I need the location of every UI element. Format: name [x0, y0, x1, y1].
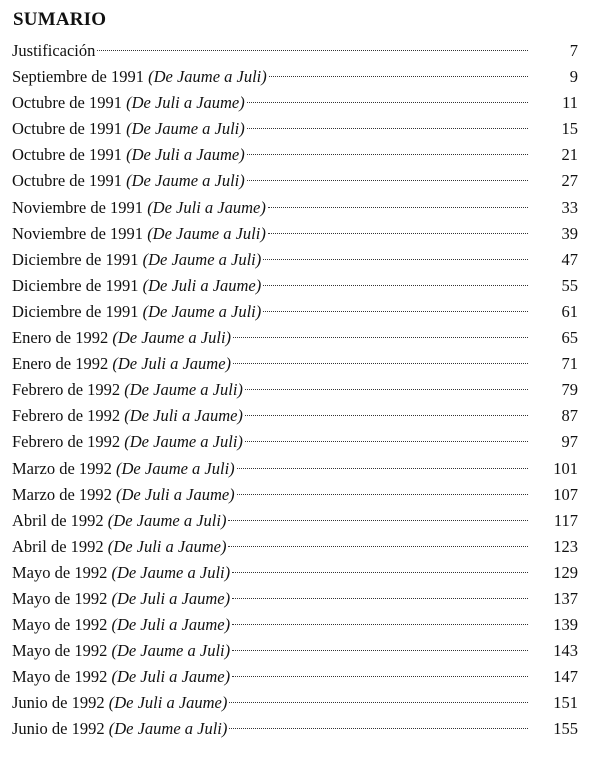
toc-entry-correspondents: (De Jaume a Juli)	[124, 380, 243, 400]
toc-entry-label	[12, 508, 226, 534]
toc-entry-date: Octubre de 1991	[12, 145, 122, 165]
toc-entry	[12, 664, 578, 690]
dot-leader	[233, 363, 528, 364]
toc-entry-page-number: 117	[553, 510, 578, 530]
toc-entry-date: Marzo de 1992	[12, 484, 112, 504]
toc-entry-page-number: 39	[561, 223, 578, 243]
toc-entry-date: Febrero de 1992	[12, 406, 121, 426]
toc-entry-label	[12, 664, 230, 690]
toc-entry-correspondents: (De Jaume a Juli)	[124, 432, 243, 452]
toc-entry-page-number: 79	[561, 380, 578, 400]
toc-entry-date: Abril de 1992	[12, 510, 104, 530]
toc-entry-page-number: 147	[553, 667, 578, 687]
toc-entry-page-number: 61	[561, 301, 578, 321]
toc-entry-page-number: 129	[553, 562, 578, 582]
toc-entry-correspondents: (De Juli a Jaume)	[124, 406, 243, 426]
dot-leader	[247, 128, 528, 129]
toc-entry-label	[12, 247, 261, 273]
dot-leader	[245, 415, 528, 416]
toc-entry-page-number: 143	[553, 641, 578, 661]
toc-entry-label	[12, 690, 227, 716]
dot-leader	[247, 102, 528, 103]
toc-entry-page-number: 9	[569, 67, 578, 87]
toc-entry-correspondents: (De Jaume a Juli)	[126, 171, 245, 191]
toc-entry-page-number: 123	[553, 536, 578, 556]
toc-entry-correspondents: (De Juli a Jaume)	[147, 197, 266, 217]
toc-entry-correspondents: (De Jaume a Juli)	[111, 641, 231, 661]
table-of-contents	[12, 38, 578, 743]
toc-entry-correspondents: (De Juli a Jaume)	[126, 145, 245, 165]
toc-entry	[12, 377, 578, 403]
dot-leader	[268, 207, 528, 208]
toc-entry-label	[12, 638, 230, 664]
toc-entry	[12, 638, 578, 664]
toc-entry	[12, 273, 578, 299]
toc-entry	[12, 534, 578, 560]
toc-entry	[12, 90, 578, 116]
toc-entry-date: Diciembre de 1991	[12, 301, 139, 321]
toc-entry-date: Mayo de 1992	[12, 562, 108, 582]
toc-entry-date: Febrero de 1992	[12, 380, 121, 400]
toc-entry	[12, 221, 578, 247]
toc-entry-date: Octubre de 1991	[12, 171, 122, 191]
toc-entry-date: Diciembre de 1991	[12, 249, 139, 269]
toc-entry-page-number: 21	[561, 145, 578, 165]
toc-entry-correspondents: (De Juli a Jaume)	[111, 667, 231, 687]
toc-entry-label	[12, 560, 230, 586]
toc-entry	[12, 482, 578, 508]
toc-entry-correspondents: (De Jaume a Juli)	[111, 562, 231, 582]
toc-entry-label	[12, 534, 226, 560]
toc-entry-date: Octubre de 1991	[12, 93, 122, 113]
toc-entry-page-number: 55	[561, 275, 578, 295]
toc-entry-page-number: 137	[553, 588, 578, 608]
toc-entry-label	[12, 325, 231, 351]
dot-leader	[233, 337, 528, 338]
toc-entry-correspondents: (De Juli a Jaume)	[142, 275, 262, 295]
toc-entry-page-number: 47	[561, 249, 578, 269]
toc-entry	[12, 64, 578, 90]
toc-entry-date: Enero de 1992	[12, 354, 109, 374]
toc-entry-label	[12, 195, 266, 221]
toc-entry-correspondents: (De Juli a Jaume)	[111, 588, 231, 608]
toc-entry-correspondents: (De Jaume a Juli)	[107, 510, 227, 530]
toc-entry-date: Junio de 1992	[12, 693, 105, 713]
toc-entry-page-number: 65	[561, 328, 578, 348]
toc-entry-page-number: 27	[561, 171, 578, 191]
toc-entry	[12, 560, 578, 586]
dot-leader	[237, 468, 528, 469]
toc-entry-page-number: 151	[553, 693, 578, 713]
toc-entry-label	[12, 90, 245, 116]
toc-entry-date: Marzo de 1992	[12, 458, 112, 478]
toc-entry	[12, 142, 578, 168]
toc-entry	[12, 508, 578, 534]
dot-leader	[263, 311, 528, 312]
toc-entry	[12, 429, 578, 455]
dot-leader	[247, 180, 528, 181]
dot-leader	[228, 520, 528, 521]
toc-entry-label	[12, 116, 245, 142]
dot-leader	[237, 494, 528, 495]
toc-entry	[12, 38, 578, 64]
toc-entry-correspondents: (De Jaume a Juli)	[148, 67, 267, 87]
toc-entry	[12, 612, 578, 638]
toc-entry-correspondents: (De Juli a Jaume)	[116, 484, 235, 504]
toc-entry-label	[12, 351, 231, 377]
toc-entry-page-number: 101	[553, 458, 578, 478]
toc-entry-label	[12, 429, 243, 455]
toc-entry-label	[12, 38, 95, 64]
toc-entry	[12, 403, 578, 429]
toc-entry-date: Enero de 1992	[12, 328, 109, 348]
toc-entry-date: Octubre de 1991	[12, 119, 122, 139]
toc-entry-page-number: 155	[553, 719, 578, 739]
toc-entry-label	[12, 716, 227, 742]
toc-entry-page-number: 7	[569, 41, 578, 60]
dot-leader	[97, 50, 528, 51]
toc-entry-date: Mayo de 1992	[12, 667, 108, 687]
toc-entry	[12, 690, 578, 716]
toc-entry-page-number: 11	[562, 93, 578, 113]
toc-entry	[12, 168, 578, 194]
toc-entry-correspondents: (De Juli a Jaume)	[126, 93, 245, 113]
toc-entry-correspondents: (De Juli a Jaume)	[107, 536, 227, 556]
toc-entry-correspondents: (De Juli a Jaume)	[112, 354, 232, 374]
toc-entry	[12, 195, 578, 221]
toc-entry	[12, 325, 578, 351]
toc-entry-page-number: 33	[561, 197, 578, 217]
dot-leader	[245, 441, 528, 442]
toc-entry-correspondents: (De Jaume a Juli)	[126, 119, 245, 139]
toc-entry-date: Abril de 1992	[12, 536, 104, 556]
toc-entry-date: Mayo de 1992	[12, 588, 108, 608]
toc-entry-page-number: 97	[561, 432, 578, 452]
dot-leader	[229, 702, 528, 703]
toc-entry-page-number: 107	[553, 484, 578, 504]
toc-entry-label	[12, 142, 245, 168]
toc-entry-date: Noviembre de 1991	[12, 223, 144, 243]
toc-entry	[12, 351, 578, 377]
dot-leader	[232, 598, 528, 599]
toc-entry	[12, 716, 578, 742]
toc-entry-page-number: 15	[561, 119, 578, 139]
dot-leader	[232, 572, 528, 573]
toc-entry	[12, 456, 578, 482]
toc-entry-correspondents: (De Jaume a Juli)	[108, 719, 228, 739]
toc-entry-label	[12, 456, 235, 482]
toc-entry-page-number: 87	[561, 406, 578, 426]
toc-entry-correspondents: (De Jaume a Juli)	[116, 458, 235, 478]
page-title: SUMARIO	[13, 9, 107, 30]
dot-leader	[269, 76, 528, 77]
toc-entry-label	[12, 403, 243, 429]
toc-entry-date: Diciembre de 1991	[12, 275, 139, 295]
toc-entry-date: Septiembre de 1991	[12, 67, 144, 87]
dot-leader	[245, 389, 528, 390]
dot-leader	[263, 285, 528, 286]
toc-entry	[12, 586, 578, 612]
toc-entry-correspondents: (De Jaume a Juli)	[142, 249, 262, 269]
dot-leader	[232, 624, 528, 625]
toc-entry-label	[12, 586, 230, 612]
dot-leader	[229, 728, 528, 729]
toc-entry-page-number: 139	[553, 615, 578, 635]
dot-leader	[228, 546, 528, 547]
toc-entry-correspondents: (De Juli a Jaume)	[111, 615, 231, 635]
toc-entry-correspondents: (De Jaume a Juli)	[112, 328, 232, 348]
toc-entry-label	[12, 377, 243, 403]
toc-entry-label	[12, 482, 235, 508]
toc-entry-label	[12, 221, 266, 247]
dot-leader	[247, 154, 528, 155]
dot-leader	[268, 233, 528, 234]
toc-entry-label	[12, 273, 261, 299]
toc-entry-date: Noviembre de 1991	[12, 197, 144, 217]
toc-entry-correspondents: (De Jaume a Juli)	[142, 301, 262, 321]
dot-leader	[263, 259, 528, 260]
toc-entry-label	[12, 612, 230, 638]
toc-entry-page-number: 71	[561, 354, 578, 374]
toc-entry-date: Justificación	[12, 41, 96, 60]
toc-entry-label	[12, 64, 267, 90]
toc-entry-date: Febrero de 1992	[12, 432, 121, 452]
toc-entry-label	[12, 299, 261, 325]
toc-entry-date: Mayo de 1992	[12, 641, 108, 661]
toc-entry	[12, 299, 578, 325]
dot-leader	[232, 650, 528, 651]
toc-entry-date: Junio de 1992	[12, 719, 105, 739]
dot-leader	[232, 676, 528, 677]
toc-entry	[12, 247, 578, 273]
toc-entry	[12, 116, 578, 142]
toc-entry-date: Mayo de 1992	[12, 615, 108, 635]
toc-entry-correspondents: (De Juli a Jaume)	[108, 693, 228, 713]
toc-entry-label	[12, 168, 245, 194]
toc-entry-correspondents: (De Jaume a Juli)	[147, 223, 266, 243]
